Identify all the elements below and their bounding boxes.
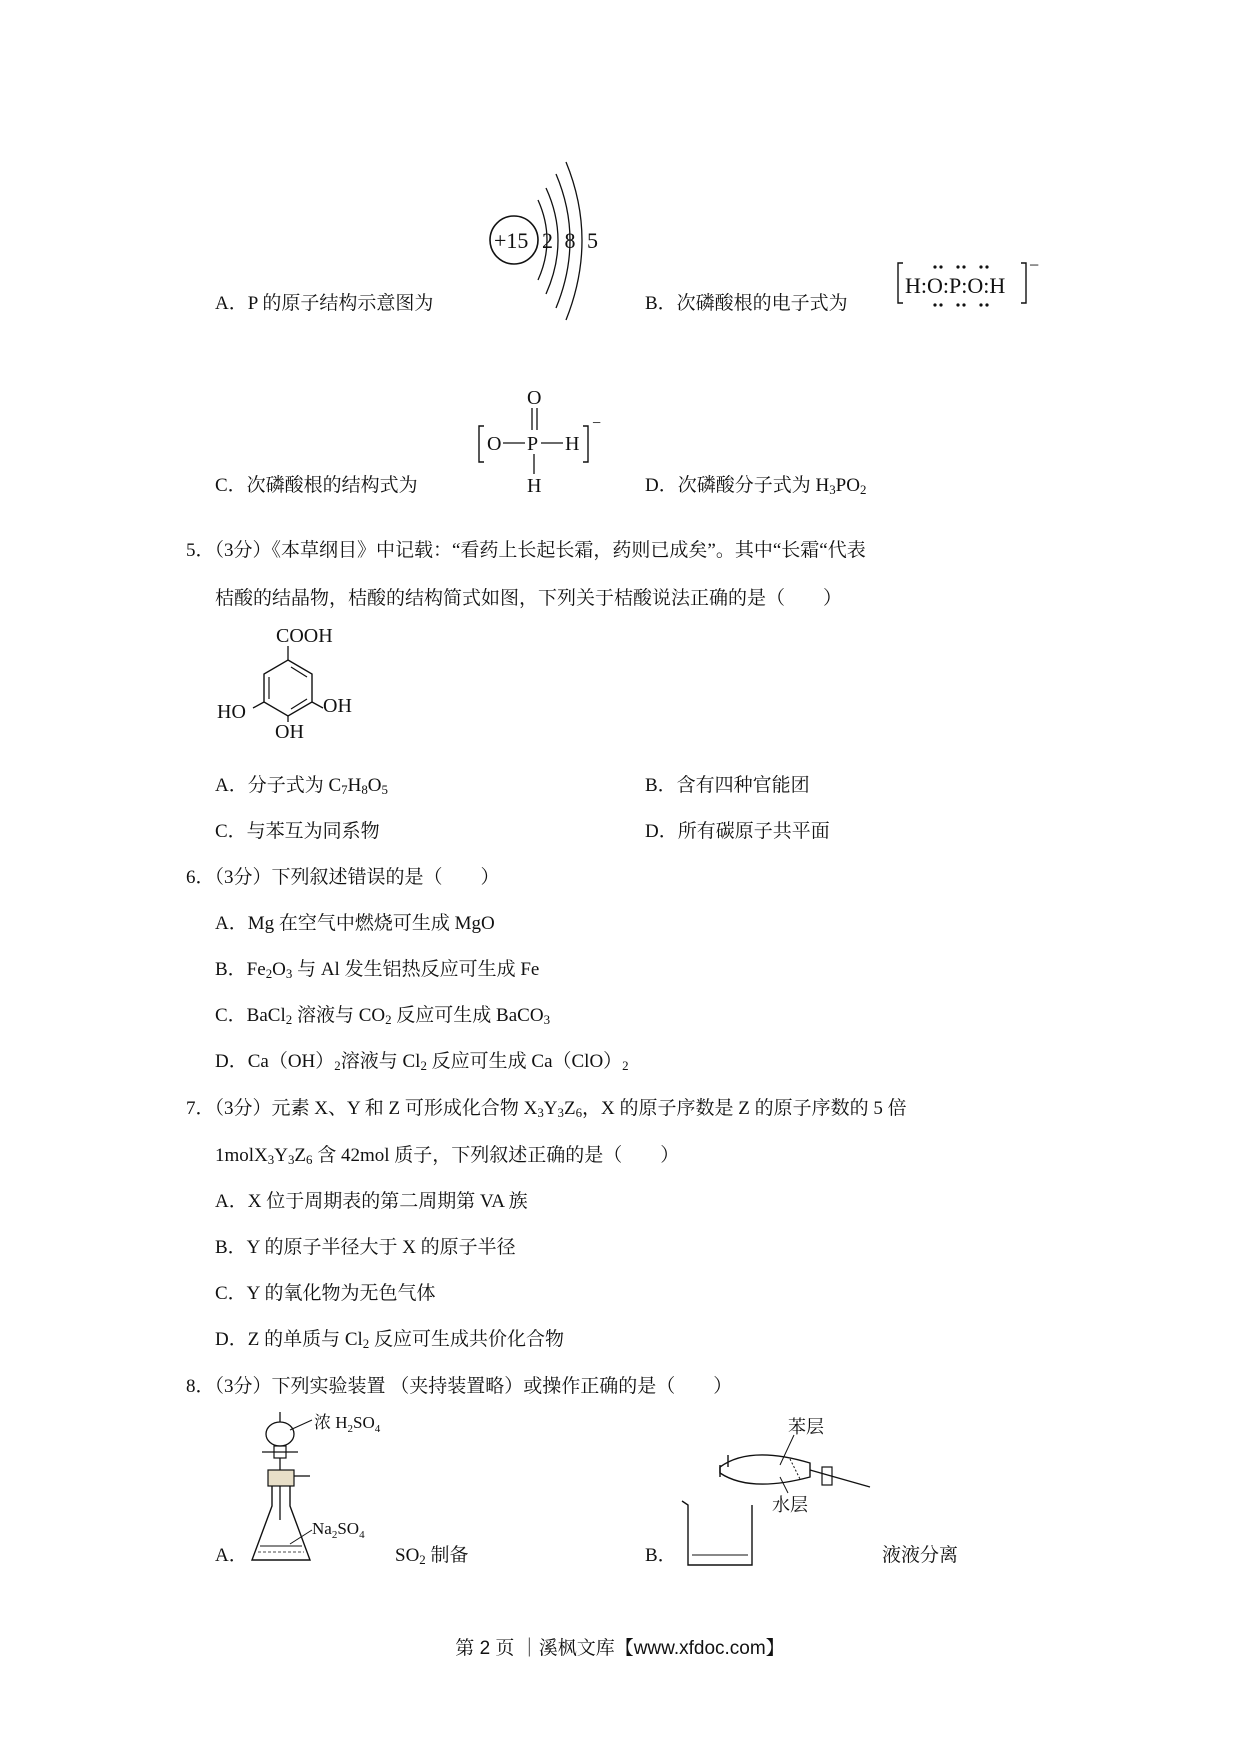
benzene-layer-label: 苯层: [788, 1417, 824, 1437]
q7-stem-line2: $1molX_3Y_3Z_6$ 含 42mol 质子，下列叙述正确的是（ ）: [215, 1145, 680, 1168]
atom-nucleus-label: +15: [494, 228, 529, 253]
struct-p: P: [527, 433, 539, 455]
hypophosphite-electron-formula: [895, 255, 1045, 315]
electron-formula-charge: −: [1029, 255, 1040, 275]
acid-label: 浓 $H_2SO_4$: [314, 1413, 381, 1435]
struct-oh-right: OH: [323, 695, 352, 717]
struct-cooh: COOH: [276, 625, 333, 647]
salt-label: $Na_2SO_4$: [312, 1519, 365, 1541]
q7-option-a: A．X 位于周期表的第二周期第 VA 族: [215, 1191, 528, 1212]
q5-option-b: B．含有四种官能团: [645, 775, 810, 796]
q8-option-b-label: B．: [645, 1545, 677, 1566]
liquid-separation-apparatus: [680, 1415, 880, 1570]
q5-option-d: D．所有碳原子共平面: [645, 821, 830, 842]
struct-charge: −: [592, 415, 602, 432]
q6-option-a: A．Mg 在空气中燃烧可生成 MgO: [215, 913, 495, 934]
q6-option-d: D．$Ca(OH)_2$溶液与 $Cl_2$ 反应可生成 $Ca(ClO)_2$: [215, 1051, 629, 1074]
struct-oh-bottom: OH: [275, 721, 304, 740]
q4-option-c: C．次磷酸根的结构式为: [215, 475, 418, 496]
q7-option-d: D．Z 的单质与 $Cl_2$ 反应可生成共价化合物: [215, 1329, 564, 1352]
electron-formula-text: H:O:P:O:H: [905, 273, 1006, 298]
q5-stem-line2: 桔酸的结晶物，桔酸的结构简式如图，下列关于桔酸说法正确的是（ ）: [215, 588, 843, 609]
q7-option-c: C．Y 的氧化物为无色气体: [215, 1283, 436, 1304]
q5-option-c: C．与苯互为同系物: [215, 821, 380, 842]
so2-preparation-apparatus: [250, 1410, 410, 1570]
struct-o-top: O: [527, 387, 542, 409]
phosphorus-atom-diagram: [488, 160, 608, 340]
atom-shell-electrons: 2 8 5: [542, 228, 601, 253]
struct-h-right: H: [565, 433, 580, 455]
page-footer: 第 2 页 ｜溪枫文库【www.xfdoc.com】: [455, 1638, 785, 1659]
q8-option-a-caption: $SO_2$ 制备: [395, 1545, 469, 1568]
water-layer-label: 水层: [772, 1495, 808, 1515]
q5-option-a: A．分子式为 $C_7H_8O_5$: [215, 775, 388, 798]
q4-option-a: A．P 的原子结构示意图为: [215, 293, 434, 314]
q8-stem: 8．（3分）下列实验装置 （夹持装置略）或操作正确的是（ ）: [186, 1376, 733, 1397]
struct-o-left: O: [487, 433, 502, 455]
q6-option-c: C．BaCl$_2$ 溶液与 $CO_2$ 反应可生成 BaCO$_3$: [215, 1005, 551, 1028]
q8-option-b-caption: 液液分离: [882, 1545, 959, 1566]
q7-stem-line1: 7．（3分）元素 X、Y 和 Z 可形成化合物 $X_3Y_3Z_6$，X 的原子序数是 Z 的原子序数的 5 倍: [186, 1098, 907, 1121]
struct-ho-left: HO: [217, 701, 246, 723]
q4-option-b: B．次磷酸根的电子式为: [645, 293, 848, 314]
gallic-acid-structure: [213, 620, 363, 740]
q8-option-a-label: A．: [215, 1545, 248, 1566]
hypophosphite-structural-formula: [475, 380, 615, 495]
struct-h-bottom: H: [527, 475, 542, 495]
q4-option-d: D．次磷酸分子式为 $H_3PO_2$: [645, 475, 867, 498]
q6-stem: 6．（3分）下列叙述错误的是（ ）: [186, 867, 500, 888]
q5-stem-line1: 5．（3分）《本草纲目》中记载：“看药上长起长霜，药则已成矣”。其中“长霜“代表: [186, 540, 866, 561]
q6-option-b: B．$Fe_2O_3$ 与 Al 发生铝热反应可生成 Fe: [215, 959, 540, 982]
q7-option-b: B．Y 的原子半径大于 X 的原子半径: [215, 1237, 516, 1258]
